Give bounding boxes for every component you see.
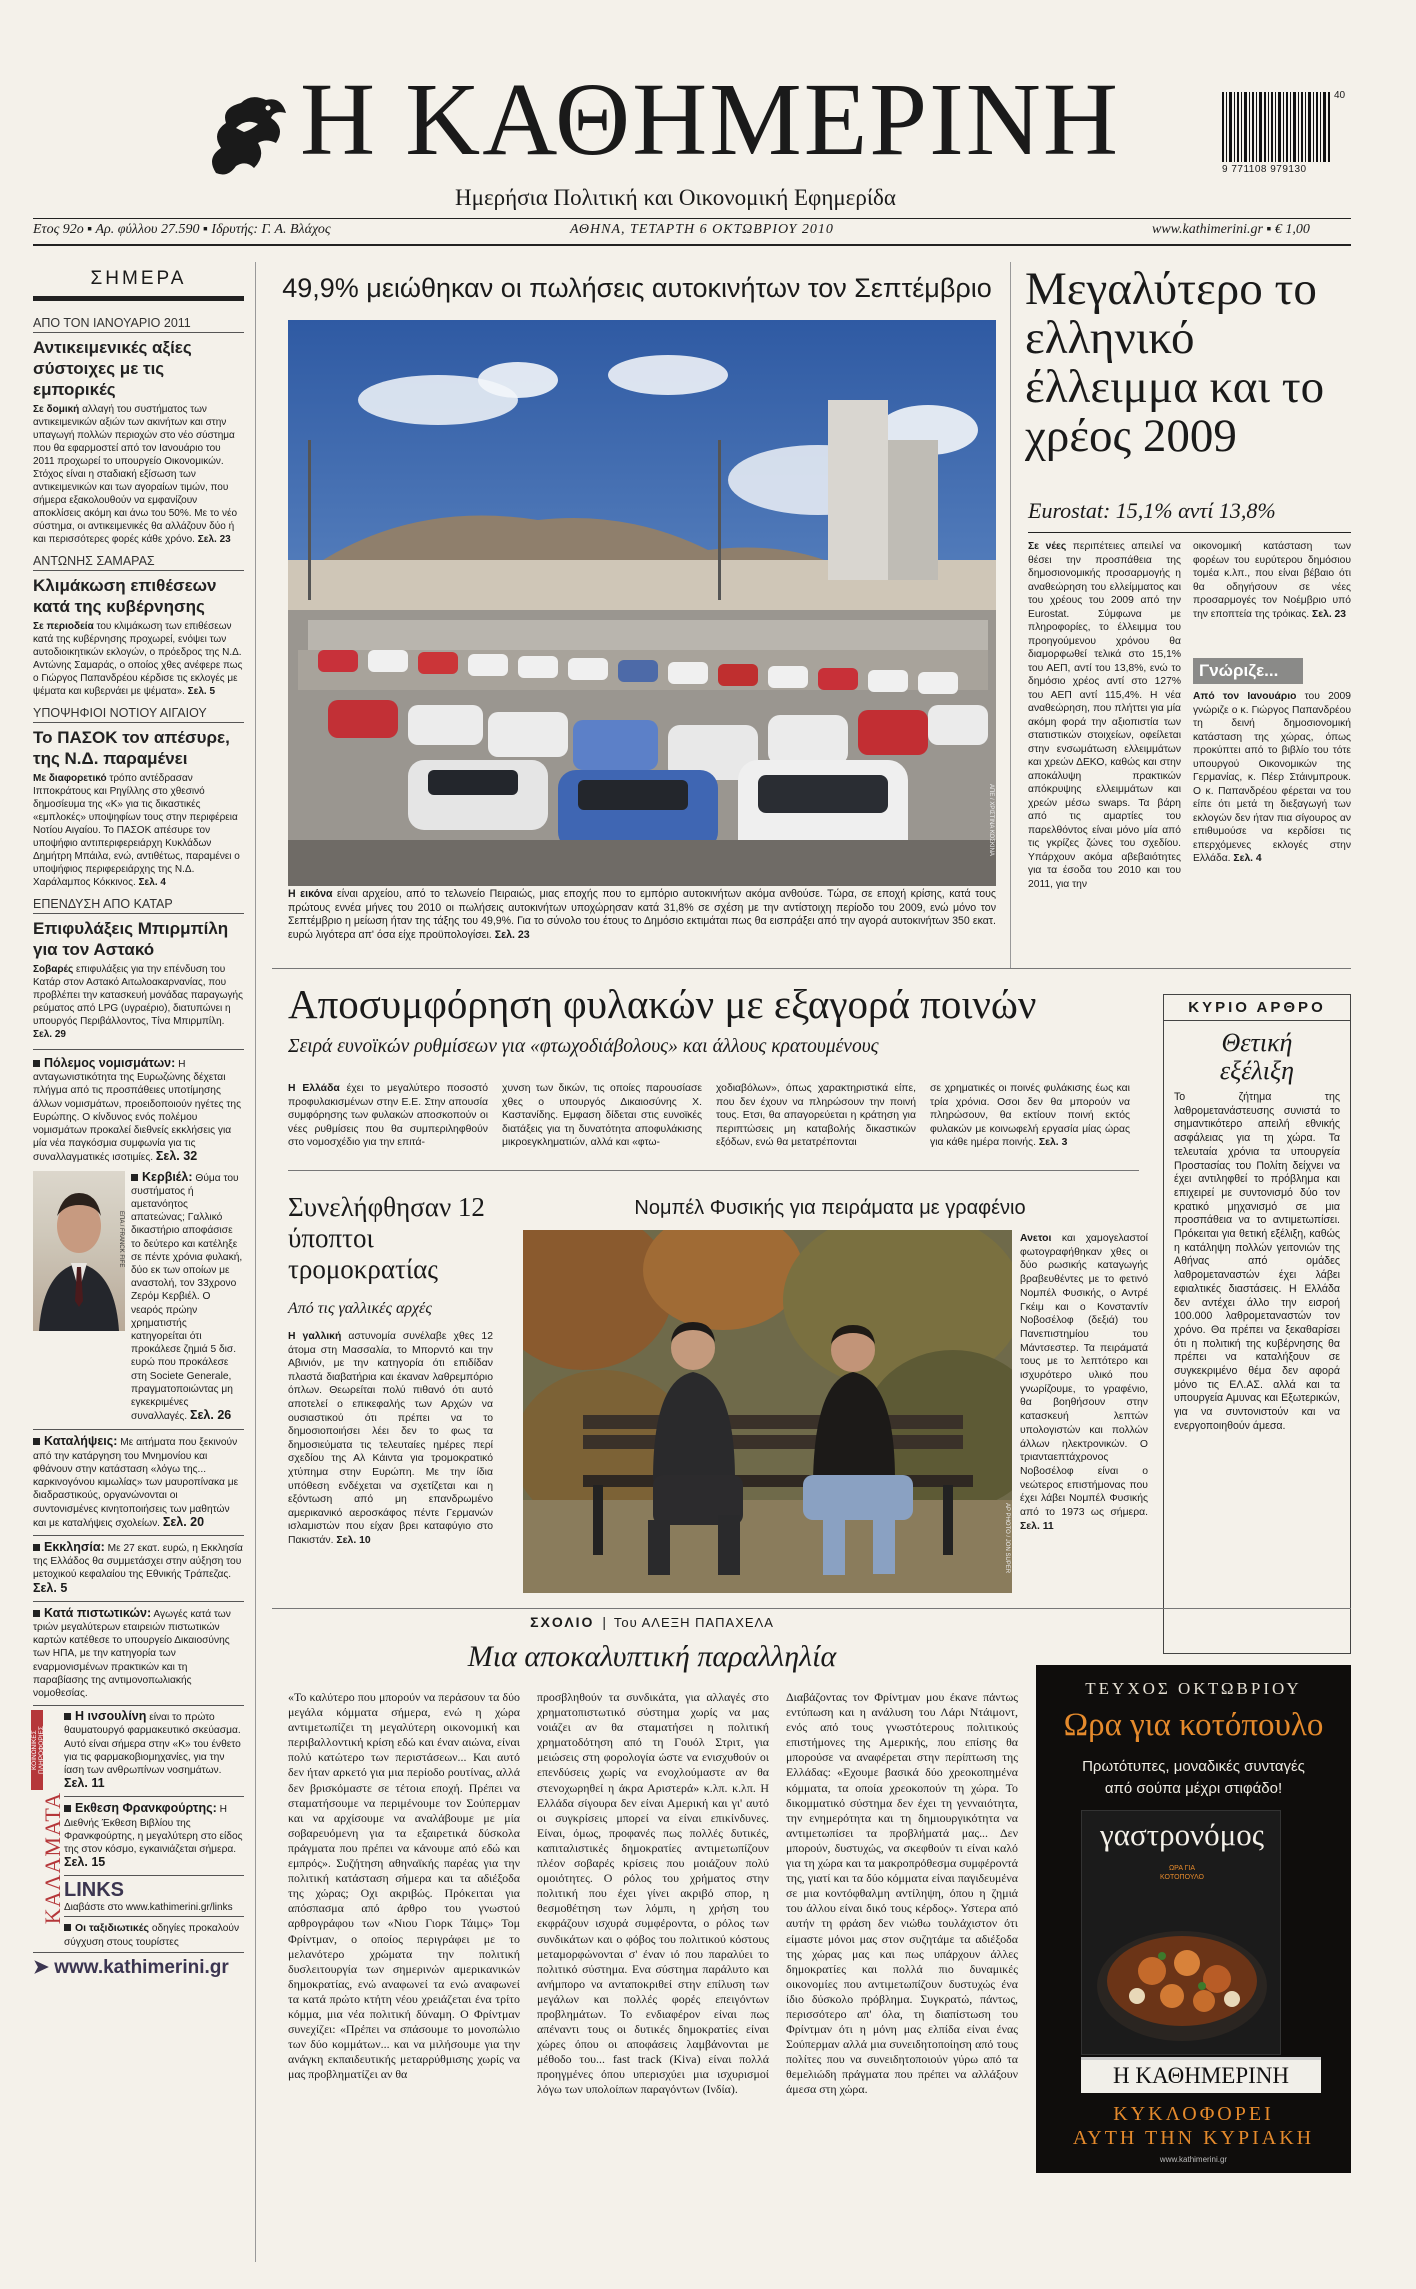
caption-ref[interactable]: Σελ. 23 (494, 928, 530, 941)
box-title: Γνώριζε... (1193, 658, 1303, 684)
terror-lead: Η γαλλική (288, 1331, 342, 1342)
ad-title: Ωρα για κοτόπουλο (1063, 1707, 1324, 1743)
story-kicker: ΑΠΟ ΤΟΝ ΙΑΝΟΥΑΡΙΟ 2011 (33, 316, 244, 333)
sidebar-story[interactable] (33, 316, 244, 546)
story-body: τρόπο αντέδρασαν Ιπποκράτους και Ρηγίλλης στο χθεσινό δημοσίευμα της «Κ» για τις δικαστικές «εμπλοκές» υποψηφίων τους στην περιφέρεια Νοτίου Αιγαίου. Το ΠΑΣΟΚ απέσυρε τον υποψήφιο αντιπεριφερειάρχη Κυκλάδων Δημήτρη Μπάιλα, ενώ, αντιθέτως, παραμένει ο υποψήφιος περιφερειάρχης της Ν.Δ. Χαράλαμπος Κόκκινος. (33, 773, 240, 888)
prisons-subhead: Σειρά ευνοϊκών ρυθμίσεων για «φτωχοδιάβολους» και άλλους κρατουμένους (288, 1036, 879, 1057)
arrow-right-icon: ➤ (33, 1956, 55, 1978)
story-headline[interactable]: Αντικειμενικές αξίες σύστοιχες με τις εμπορικές (33, 338, 192, 399)
bullet-body: είναι το πρώτο θαυματουργό φαρμακευτικό σκεύασμα. Αυτό είναι σήμερα στην «Κ» του ένθετο για τις φαρμακοβιομηχανίες, για την ίαση των ανθρωπίνων νοσημάτων. (64, 1712, 241, 1776)
bullet-ref[interactable]: Σελ. 20 (162, 1514, 205, 1529)
box-ref[interactable]: Σελ. 4 (1233, 853, 1262, 864)
prisons-body: σε χρηματικές οι ποινές φυλάκισης έως και τρία χρόνια. Οσοι δεν θα μπορούν να πληρώσουν, θα εκτίουν ποινή εκτός φυλακών με κοινωφελή εργασία μίας ώρας για κάθε ημέρα ποινής. (930, 1083, 1130, 1149)
story-lead: Σε δομική (33, 404, 80, 415)
barcode-number: 9 771108 979130 (1222, 164, 1307, 175)
kalamata-badge[interactable] (31, 1710, 65, 1925)
kalamata-title: ΚΑΛΑΜΑΤΑ (40, 1792, 65, 1925)
comment-author: Του ΑΛΕΞΗ ΠΑΠΑΧΕΛΑ (613, 1615, 774, 1630)
prisons-lead: Η Ελλάδα (288, 1083, 340, 1094)
box-lead: Από τον Ιανουάριο (1193, 691, 1297, 702)
kalamata-note: ΚΟΙΝΩΝΙΚΕΣ ΠΛΗΡΟΦΟΡΙΕΣ (31, 1710, 43, 1790)
story-lead: Σε περιοδεία (33, 621, 94, 632)
story-lead: Με διαφορετικό (33, 773, 107, 784)
bullet-ref[interactable]: Σελ. 5 (33, 1580, 68, 1595)
car-lot-image-icon (288, 320, 996, 886)
bullet-square-icon (33, 1610, 40, 1617)
gastronomos-ad[interactable] (1036, 1665, 1351, 2173)
deficit-headline[interactable]: Μεγαλύτερο το ελληνικό έλλειμμα και το χρέος 2009 (1025, 263, 1325, 462)
deficit-body-cont: οικονομική κατάσταση των φορέων του ευρύτερου δημόσιου τομέα κ.λπ., που είναι βέβαιο ότι θα οδηγήσουν σε νέες προσαρμογές τον Νοέμβριο υπό την εποπτεία της τρόικας. (1193, 541, 1351, 620)
sidebar-story[interactable] (33, 554, 244, 698)
magazine-cover (1081, 1810, 1281, 2055)
bullet-square-icon (33, 1438, 40, 1445)
comment-label: ΣΧΟΛΙΟ (530, 1614, 595, 1630)
kerviel-photo (33, 1171, 125, 1331)
sidebar-header: ΣΗΜΕΡΑ (90, 268, 187, 289)
story-ref[interactable]: Σελ. 29 (33, 1029, 66, 1040)
prisons-body: χυνση των δικών, τις οποίες παρουσίασε χθες ο υπουργός Δικαιοσύνης Χ. Καστανίδης. Εμφαση δίδεται στις ευνοϊκές διατάξεις για τη δυνατότητα αποφυλάκισης μικροεγκληματιών, αλλά και «φτω- (502, 1083, 702, 1149)
chicken-dish-icon (1092, 1901, 1272, 2051)
deficit-col-2 (1193, 540, 1351, 621)
sidebar (33, 310, 244, 1979)
bullet-square-icon (131, 1174, 138, 1181)
magazine-title: γαστρονόμος (1100, 1817, 1264, 1852)
links-title: LINKS (64, 1879, 124, 1902)
bullet-body: Θύμα του συστήματος ή αμετανόητος απατεώνας; Γαλλικό δικαστήριο αποφάσισε το δεύτερο και κατέληξε σε πέντε χρόνια φυλακή, δύο εκ των οποίων με αναστολή, τον 33χρονο Ζερόμ Κερβιέλ. Ο νεαρός πρώην χρηματιστής κατηγορείται ότι προκάλεσε ζημιά 5 δισ. ευρώ που προκάλεσε στη Societe Generale, πραγματοποιώντας μη εγκεκριμένες συναλλαγές. (131, 1172, 243, 1423)
comment-title[interactable]: Μια αποκαλυπτική παραλληλία (467, 1640, 837, 1673)
story-ref[interactable]: Σελ. 4 (138, 877, 166, 888)
editorial-body: Το ζήτημα της λαθρομετανάστευσης συνιστά το σημαντικότερο απειλή εθνικής ασφάλειας για τη χώρα. Τα τελευταία χρόνια τα υπουργεία Προστασίας του Πολίτη δείχνει να έχει αντιληφθεί το πρόβλημα και επιχειρεί με συντονισμό δύο τον κρατικό μηχανισμό σε μια προσπάθεια να το αντιμετωπίσει. Πρόκειται για θετική εξέλιξη, καθώς η κατάληψη πολλών γειτονιών της Αθήνας από ομάδες λαθρομεταναστών έχει λάβει εφιαλτικές διαστάσεις. Η Ελλάδα δεν αντέχει άλλο την εισροή 100.000 λαθρομεταναστών τον χρόνο. Θα πρέπει να ξεκαθαρίσει ότι η πολιτική της κυβέρνησης θα πρέπει να καταλήξουν σε συγκεκριμένο θέμα δεν αφορά μόνο τις ΕΛ.ΑΣ. αλλά και τα υπουργεία Αμυνας και Εξωτερικών, για να συντονιστούν και να ενεργοποιηθούν άμεσα. (1174, 1091, 1340, 1432)
terror-headline[interactable]: Συνελήφθησαν 12 ύποπτοι τρομοκρατίας (288, 1192, 485, 1284)
prisons-col-2 (502, 1082, 702, 1150)
links-line[interactable]: Διαβάστε στο www.kathimerini.gr/links (64, 1902, 244, 1917)
nobel-laureates-image-icon (523, 1230, 1012, 1593)
sidebar-bullet[interactable] (64, 1922, 244, 1948)
terror-ref[interactable]: Σελ. 10 (336, 1534, 371, 1546)
barcode (1222, 90, 1350, 178)
story-ref[interactable]: Σελ. 23 (197, 534, 231, 545)
sidebar-bullet[interactable] (64, 1710, 244, 1791)
story-kicker: ΑΝΤΩΝΗΣ ΣΑΜΑΡΑΣ (33, 554, 244, 571)
prisons-col-1 (288, 1082, 488, 1150)
sidebar-story[interactable] (33, 706, 244, 889)
story-ref[interactable]: Σελ. 5 (187, 686, 216, 697)
terror-body (288, 1330, 493, 1548)
bullet-body: Με 27 εκατ. ευρώ, η Εκκλησία της Ελλάδος θα συμμετάσχει στην αύξηση του μετοχικού κεφαλαίου της Εθνικής Τράπεζας. (33, 1542, 243, 1581)
editorial-box (1163, 994, 1351, 1654)
ad-bottom-1: ΚΥΚΛΟΦΟΡΕΙ (1113, 2103, 1274, 2125)
person-portrait-icon (33, 1171, 125, 1331)
story-headline[interactable]: Το ΠΑΣΟΚ τον απέσυρε, της Ν.Δ. παραμένει (33, 728, 230, 768)
caption-lead: Η εικόνα (288, 888, 333, 900)
prisons-body: χοδιαβόλων», όπως χαρακτηριστικά είπε, που δεν έχουν να πληρώσουν την ποινή τους. Ετσι, θα απαγορεύεται η κράτηση για περιπτώσεις μη καταβολής δικαστικών εξόδων, ενώ θα μετατρέπονται (716, 1083, 916, 1149)
nobel-ref[interactable]: Σελ. 11 (1020, 1520, 1054, 1532)
deficit-box (1193, 658, 1351, 866)
deficit-body: περιπέτειες απειλεί να θέσει την προσπάθεια της δημοσιονομικής προσαρμογής η αναθεώρηση του ελλείμματος και του χρέους του 2009 από την Eurostat. Σύμφωνα με πληροφορίες, το έλλειμμα του προηγούμενου χρόνου θα διαμορφωθεί τελικά στο 15,1% του ΑΕΠ, αντί του 13,8%, ενώ το δημόσιο χρέος αντί στο 127% του ΑΕΠ αντί 115,4%. Η νέα αναθεώρηση, που πλήττει για μία ακόμη φορά την αξιοπιστία των στατιστικών στοιχείων, οφείλεται στην ενσωμάτωση ελλειμμάτων και χρεών ΔΕΚΟ, καθώς και στην αποκάλυψη πρακτικών απόκρυψης ελλειμμάτων και χρεών μέσω swaps. Τα βάρη από τις αμαρτίες του παρελθόντος είναι μόνο μία από τις γκρίζες ζώνες του σχεδίου. Υπάρχουν ακόμα αβεβαιότητες για τα έσοδα του 2010 και του 2011, για την (1028, 541, 1181, 890)
griffin-logo-icon (196, 88, 296, 183)
issue-date: ΑΘΗΝΑ, ΤΕΤΑΡΤΗ 6 ΟΚΤΩΒΡΙΟΥ 2010 (570, 222, 834, 237)
comment-header: ΣΧΟΛΙΟ | Του ΑΛΕΞΗ ΠΑΠΑΧΕΛΑ (530, 1614, 774, 1630)
deficit-lead: Σε νέες (1028, 541, 1067, 552)
bullet-body: Με αιτήματα που ξεκινούν από την κατάργηση του Μνημονίου και φθάνουν στην κατάσταση «λόγω της... καρκινογόνου κιμωλίας» των μαυροπίνακα με διαδραστικούς, οργανώνονται οι συντονισμένες κινητοποιήσεις των μαθητών και με καταλήψεις σχολείων. (33, 1437, 239, 1529)
story-body: του κλιμάκωση των επιθέσεων κατά της κυβέρνησης προχωρεί, ενόψει των αυτοδιοικητικών εκλογών, ο πρόεδρος της Ν.Δ. Αντώνης Σαμαράς, ο οποίος χθες ανέφερε πως ο Γιώργος Παπανδρέου κέρδισε τις εκλογές με ψέματα και κυβερνάει με ψέματα». (33, 621, 243, 697)
deficit-subhead: Eurostat: 15,1% αντί 13,8% (1028, 498, 1276, 523)
ad-paper-title: Η ΚΑΘΗΜΕΡΙΝΗ (1112, 2063, 1290, 2088)
comment-col-1: «Το καλύτερο που μπορούν να περάσουν τα δύο μεγάλα κόμματα σήμερα, ενώ η χώρα αντιμετωπίζει τη μεγαλύτερη οικονομική και περιβαλλοντική κρίση εδώ και έναν αιώνα, είναι πολύ κατώτερο των περιστάσεων... Και αυτό δεν ήταν αρκετό για μια περίοδο ρουτίνας, αλλά δεν βρισκόμαστε σε τέτοια εποχή. Πρέπει να σταματήσουμε να περιμένουμε τον Σούπερμαν και να αρχίσουμε να αναλάβουμε με μία σοβαρευόμενη για τα εξαιρετικά δύσκολα πράγματα που πρέπει να κάνουμε από εδώ και εμπρός». Συζήτηση αθηναϊκής παρέας για την πολιτική κατάσταση σήμερα και τα αδιέξοδα της χώρας; Οχι ακριβώς. Πρόκειται για απόσπασμα από άρθρο του γνωστού αρθρογράφου των «Νιου Γιορκ Τάιμς» Τομ Φρίντμαν, ο οποίος περιγράφει με το μελανότερο χρώματα την πολιτική δυσλειτουργία των σημερινών αμερικανικών δημοκρατίας, ενώ αναφωνεί τα ενώ αναφωνεί τα κατά πρώτο κτήτη νέου χρειάζεται ένα τρίτο κόμμα, μια νέα πολιτική δύναμη. Ο Φρίντμαν συνεχίζει: «Πρέπει να σπάσουμε το μονοπώλιο των δύο κομμάτων... και να μιλήσουμε για την ανάγκη εκπαιδευτικής μεταρρύθμισης χωρίς να μας προβληματίζει αν θα (288, 1690, 520, 2082)
nobel-text: και χαμογελαστοί φωτογραφήθηκαν χθες οι δύο ρωσικής καταγωγής βραβευθέντες με το φετινό Νομπέλ Φυσικής, ο Αντρέ Γκέιμ και ο Κονσταντίν Νοβοσέλοφ (δεξιά) του Πανεπιστημίου του Μάντσεστερ. Τα πειράματά τους με το λεπτότερο και ισχυρότερο υλικό που γνωρίζουμε, το γραφένιο, θα βοηθήσουν στην κατασκευή λεπτών υπολογιστών και πολλών άλλων ηλεκτρονικών. Ο τριανταεπτάχρονος Νοβοσέλοφ είναι ο νεώτερος επιστήμονας που έχει λάβει Νομπέλ Φυσικής από το 1973 ως σήμερα. (1020, 1233, 1148, 1519)
nobel-caption (1020, 1232, 1148, 1533)
deficit-ref[interactable]: Σελ. 23 (1312, 608, 1346, 620)
year-issue-info: Ετος 92ο ▪ Αρ. φύλλου 27.590 ▪ Ιδρυτής: Γ. Α. Βλάχος (33, 222, 331, 237)
nobel-photo (523, 1230, 1012, 1593)
barcode-issue: 40 (1334, 90, 1346, 101)
bullet-ref[interactable]: Σελ. 32 (155, 1149, 198, 1164)
cars-caption (288, 888, 996, 942)
bullet-lead: Εκθεση Φρανκφούρτης: (75, 1801, 217, 1816)
terror-subhead: Από τις γαλλικές αρχές (288, 1300, 432, 1317)
car-lot-photo (288, 320, 996, 886)
photo-credit: ΕΠΑ / FRANCK FIFE (118, 1210, 124, 1267)
photo-credit: AP PHOTO / JON SUPER (1004, 1502, 1010, 1573)
bullet-lead: Πόλεμος νομισμάτων: (44, 1056, 176, 1070)
nobel-headline[interactable]: Νομπέλ Φυσικής για πειράματα με γραφένιο (634, 1197, 1026, 1219)
prisons-col-3 (716, 1082, 916, 1150)
photo-credit: ΑΠΕ / ΧΡΙΣΤΙΝΑ ΚΟΣΚΙΝΑ (988, 784, 994, 856)
story-body: αλλαγή του συστήματος των αντικειμενικών αξιών των ακινήτων και στην υπαγωγή πολλών περιοχών στο νέο σύστημα που θα εφαρμοστεί από τον Ιανουάριο του 2011 προχωρεί το υπουργείο Οικονομικών. Στόχος είναι η σταδιακή εξίσωση των αντικειμενικών και των αγοραίων τιμών, που σήμερα εξακολουθούν να εμφανίζουν αποκλίσεις ακόμη και άνω του 50%. Με το νέο σύστημα, οι αντικειμενικές θα αλλάζουν δύο ή και περισσότερες φορές κάθε χρόνο. (33, 404, 238, 545)
bullet-body: οδηγίες προκαλούν σύγχυση στους τουρίστες (64, 1923, 240, 1948)
cars-headline[interactable]: 49,9% μειώθηκαν οι πωλήσεις αυτοκινήτων τον Σεπτέμβριο (282, 273, 992, 303)
terror-text: αστυνομία συνέλαβε χθες 12 άτομα στη Μασσαλία, το Μπορντό και την Αβινιόν, με την κατηγορία ότι επιδίδαν πλαστά διαβατήρια και έκαναν λαθρεμπόριο όπλων. Θεωρείται πολύ πιθανό ότι αυτό αποτελεί ο επικεφαλής των Αρχών να ουσιαστικού ότι πρέπει να το δημοσιοποιήσει λέει δεν το φως τα δημοσιεύματα τις τελευταίες ημέρες περί σχεδίου της Αλ Κάιντα για τρομοκρατικό χτύπημα στην Ευρώπη. Με την ίδια υπόθεση ενδέχεται να σχετίζεται και η εξόντωση από μη επανδρωμένο αμερικανικό αεροσκάφος πέντε Γερμανών ισλαμιστών που είχαν βρει καταφύγιο στο Πακιστάν. (288, 1331, 493, 1546)
sidebar-bullet[interactable] (33, 1057, 244, 1165)
bullet-ref[interactable]: Σελ. 11 (64, 1776, 105, 1791)
story-body: επιφυλάξεις για την επένδυση του Κατάρ στον Αστακό Αιτωλοακαρνανίας, που προβλέπει την κατασκευή μονάδας παραγωγής ρεύματος από LPG (υγραέριο), διατυπώνει η υπουργός Περιβάλλοντος, Τίνα Μπιρμπίλη. (33, 964, 243, 1027)
prisons-col-4 (930, 1082, 1130, 1150)
bullet-lead: Εκκλησία: (44, 1539, 105, 1554)
sidebar-story[interactable] (33, 897, 244, 1041)
masthead-subtitle: Ημερήσια Πολιτική και Οικονομική Εφημερίδα (455, 185, 896, 210)
editorial-title[interactable]: Θετική εξέλιξη (1219, 1028, 1295, 1085)
magazine-cover-line-1: ΩΡΑ ΓΙΑ (1168, 1865, 1196, 1872)
sidebar-bullet[interactable] (33, 1607, 244, 1700)
sidebar-bullet[interactable] (33, 1435, 244, 1529)
story-headline[interactable]: Επιφυλάξεις Μπιρμπίλη για τον Αστακό (33, 919, 229, 959)
site-link-text: www.kathimerini.gr (54, 1956, 229, 1978)
bullet-lead: Κατά πιστωτικών: (44, 1605, 152, 1620)
ad-bottom-2: ΑΥΤΗ ΤΗΝ ΚΥΡΙΑΚΗ (1072, 2127, 1315, 2149)
prisons-ref[interactable]: Σελ. 3 (1038, 1137, 1068, 1149)
newspaper-fold (1081, 2057, 1321, 2093)
bullet-lead: Οι ταξιδιωτικές (75, 1922, 149, 1935)
ad-line-1: Πρωτότυπες, μοναδικές συνταγές (1082, 1758, 1305, 1775)
prisons-body: έχει το μεγαλύτερο ποσοστό προφυλακισμένων στην Ε.Ε. Στην απουσία συμφόρησης των φυλακών αποσκοπούν οι νέες ρυθμίσεις που θα συμπεριληφθούν στο νομοσχέδιο για την επιτά- (288, 1083, 488, 1149)
story-lead: Σοβαρές (33, 964, 74, 975)
site-price: www.kathimerini.gr ▪ € 1,00 (1152, 222, 1310, 237)
comment-col-3: Διαβάζοντας τον Φρίντμαν μου έκανε πάντως εντύπωση και η ανάλυση του Λάρι Ντάιμοντ, ενός από τους γνωστότερους πολιτικούς επιστήμονες της Αμερικής, που επίσης θα μπορούσε να αναφέρεται στην περίπτωση της Ελλάδας: «Εχουμε βασικά δύο χρεοκοπημένα κόμματα, τα οποία χρεοκοπούν τη χώρα. Το δικομματικό σύστημα δεν έχει τη γενναιότητα, την ενημερότητα και τη δημιουργικότητα να αντιμετωπίσει τα προβλήματά μας... Δεν μπορούν, δυστυχώς, να σκεφθούν τι είναι καλό για τη χώρα και τα μακροπρόθεσμα συμφέροντά της, γιατί και τα δύο κόμματα είναι παγιδευμένα σε μια κοντόφθαλμη αντίληψη, όπου η ζημιά του άλλου είναι δικό τους κέρδος». Υστερα από αυτήν τη φράση δεν νιώθω τουλάχιστον ότι είμαστε μόνοι μας στον συζητάμε τα αδιέξοδα της χώρας μας και πως υπάρχουν άλλες δημοκρατίες και πολλά πιο δυναμικές οικονομίες που αντιμετωπίζουν δυστυχώς ένα ίδιο δύσκολο πρόβλημα. Συγκρατώ, πάντως, περισσότερο απ' όλα, τη διαπίστωση του Φρίντμαν ότι η μόνη μας ελπίδα είναι ένας Σούπερμαν αλλά μια συνειδητοποίηση από τους πολίτες που να συνειδητοποιούν γύρω από τα θεμελιώδη πράγματα που πρέπει να αλλάξουν άμεσα στη χώρα. (786, 1690, 1018, 2097)
editorial-label: ΚΥΡΙΟ ΑΡΘΡΟ (1164, 995, 1350, 1021)
bullet-ref[interactable]: Σελ. 26 (189, 1408, 232, 1423)
bullet-lead: Κερβιέλ: (142, 1169, 193, 1184)
site-link[interactable] (33, 1952, 244, 1979)
story-headline[interactable]: Κλιμάκωση επιθέσεων κατά της κυβέρνησης (33, 576, 217, 616)
barcode-icon (1222, 92, 1332, 162)
sidebar-bullet[interactable] (33, 1541, 244, 1596)
caption-body: είναι αρχείου, από το τελωνείο Πειραιώς, μιας εποχής που το εμπόριο αυτοκινήτων ακόμα ανθούσε. Τώρα, σε εποχή κρίσης, κατά τους πρώτους εννέα μήνες του 2010 οι πωλήσεις αυτοκινήτων υποχώρησαν κατά 31,8% σε σχέση με την αντίστοιχη περίοδο του 2009, ενώ μόνο τον Σεπτέμβριο η μείωση ήταν της τάξης του 49,9%. Για το σύνολο του έτους το Δημόσιο εκτιμάται πως θα εισπράξει από την αγορά αυτοκινήτων 350 εκατ. ευρώ λιγότερα απ' όσα είχε προϋπολογίσει. (288, 888, 996, 941)
bullet-body: Η ανταγωνιστικότητα της Ευρωζώνης δέχεται πλήγμα από τις προσπάθειες υποτίμησης άλλων νομισμάτων, προειδοποιούν ηγέτες της Ευρώπης. Ο κίνδυνος ενός πολέμου νομισμάτων προκαλεί διεθνείς εκκλήσεις για μία νέα παγκόσμια συμφωνία για τις συναλλαγματικές ισοτιμίες. (33, 1059, 241, 1164)
story-kicker: ΕΠΕΝΔΥΣΗ ΑΠΟ ΚΑΤΑΡ (33, 897, 244, 914)
bullet-square-icon (33, 1544, 40, 1551)
sidebar-bullet[interactable] (64, 1802, 244, 1870)
bullet-ref[interactable]: Σελ. 15 (64, 1855, 106, 1870)
ad-line-2: από σούπα μέχρι στιφάδο! (1104, 1780, 1283, 1797)
bullet-square-icon (64, 1713, 71, 1720)
masthead-title: Η ΚΑΘΗΜΕΡΙΝΗ (300, 62, 1120, 177)
nobel-lead: Ανετοι (1020, 1233, 1052, 1244)
comment-col-2: προσβληθούν τα συνδικάτα, για αλλαγές στο χρηματοπιστωτικό σύστημα χωρίς να μας νοιάζει αν θα σταματήσει η πολιτική χρηματοδότηση από τη Γουόλ Στριτ, για μειώσεις στη φορολογία ώστε να ενισχυθούν οι επενδύσεις χωρίς να ενοχλούμαστε αν θα στενοχωρηθεί η άκρα Αριστερά» κ.λπ. κ.λπ. Η Ελλάδα σίγουρα δεν είναι Αμερική και γι' αυτό οι συγκρίσεις μπορεί να είναι επικίνδυνες. Είναι, όμως, προφανές πως πολλές δυτικές, καπιταλιστικές δημοκρατίες αντιμετωπίζουν πλέον σοβαρές κρίσεις που μοιάζουν πολύ ομοιότητες. Ο ρόλος του χρήματος στην πολιτική που έχει γίνει ακριβό σπορ, η θεσμοθέτηση των λόμπι, η χρήση του εκφράζουν ισχυρά συμφέροντα, ο ρόλος των συνδικάτων και ο φόβος του πολιτικού κόστους μεταμορφώνονται σ' έναν ιό που παραλύει το πολιτικό σύστημα. Ενα σύστημα παράλυτο και ανήμπορο να ανταποκριθεί στην επίλυση των μεγάλων και πολλές φορές επειγόντων προβλημάτων. Το ενδιαφέρον είναι πως απέναντι τους οι δυτικές δημοκρατίες είναι χώρες όπου οι αποφάσεις λαμβάνονται με μέθοδο του... fast track (Kiva) είναι πολλά προηγμένες όπου υπερισχύει μια ισχυρισμοί λόγω των υπολοίπων παραγόντων (Ινδία). (537, 1690, 769, 2097)
ad-top: ΤΕΥΧΟΣ ΟΚΤΩΒΡΙΟΥ (1085, 1679, 1302, 1698)
box-body: του 2009 γνώριζε ο κ. Γιώργος Παπανδρέου τη δεινή δημοσιονομική κατάσταση της χώρας, όπως προκύπτει από το βιβλίο του τότε υπουργού Οικονομικών της Γερμανίας, κ. Πέερ Στάινμπρουκ. Ο κ. Παπανδρέου φέρεται να του είπε ότι μετά τη διεξαγωγή των εκλογών δεν ήταν πια σίγουρος αν επιθυμούσε να κερδίσει τις επερχόμενες εκλογές στην Ελλάδα. (1193, 691, 1351, 864)
bullet-lead: Η ινσουλίνη (75, 1709, 147, 1724)
bullet-square-icon (64, 1924, 71, 1931)
deficit-col-1 (1028, 540, 1181, 891)
bullet-body: Η Διεθνής Έκθεση Βιβλίου της Φρανκφούρτης, η μεγαλύτερη στο είδος της στον κόσμο, εγκαινιάζεται σήμερα. (64, 1804, 243, 1855)
prisons-headline[interactable]: Αποσυμφόρηση φυλακών με εξαγορά ποινών (288, 981, 1037, 1027)
story-kicker: ΥΠΟΨΗΦΙΟΙ ΝΟΤΙΟΥ ΑΙΓΑΙΟΥ (33, 706, 244, 723)
bullet-square-icon (33, 1060, 40, 1067)
magazine-cover-line-2: ΚΟΤΟΠΟΥΛΟ (1160, 1874, 1204, 1881)
bullet-body: Αγωγές κατά των τριών μεγαλύτερων εταιρειών πιστωτικών καρτών κατέθεσε το υπουργείο Δικαιοσύνης των ΗΠΑ, με την κατηγορία των εναρμονισμένων πρακτικών και τη παραβίασης της αντιμονοπωλιακής νομοθεσίας. (33, 1608, 231, 1699)
bullet-lead: Καταλήψεις: (44, 1434, 118, 1449)
ad-site: www.kathimerini.gr (1159, 2155, 1228, 2164)
sidebar-bullet[interactable] (131, 1171, 244, 1424)
